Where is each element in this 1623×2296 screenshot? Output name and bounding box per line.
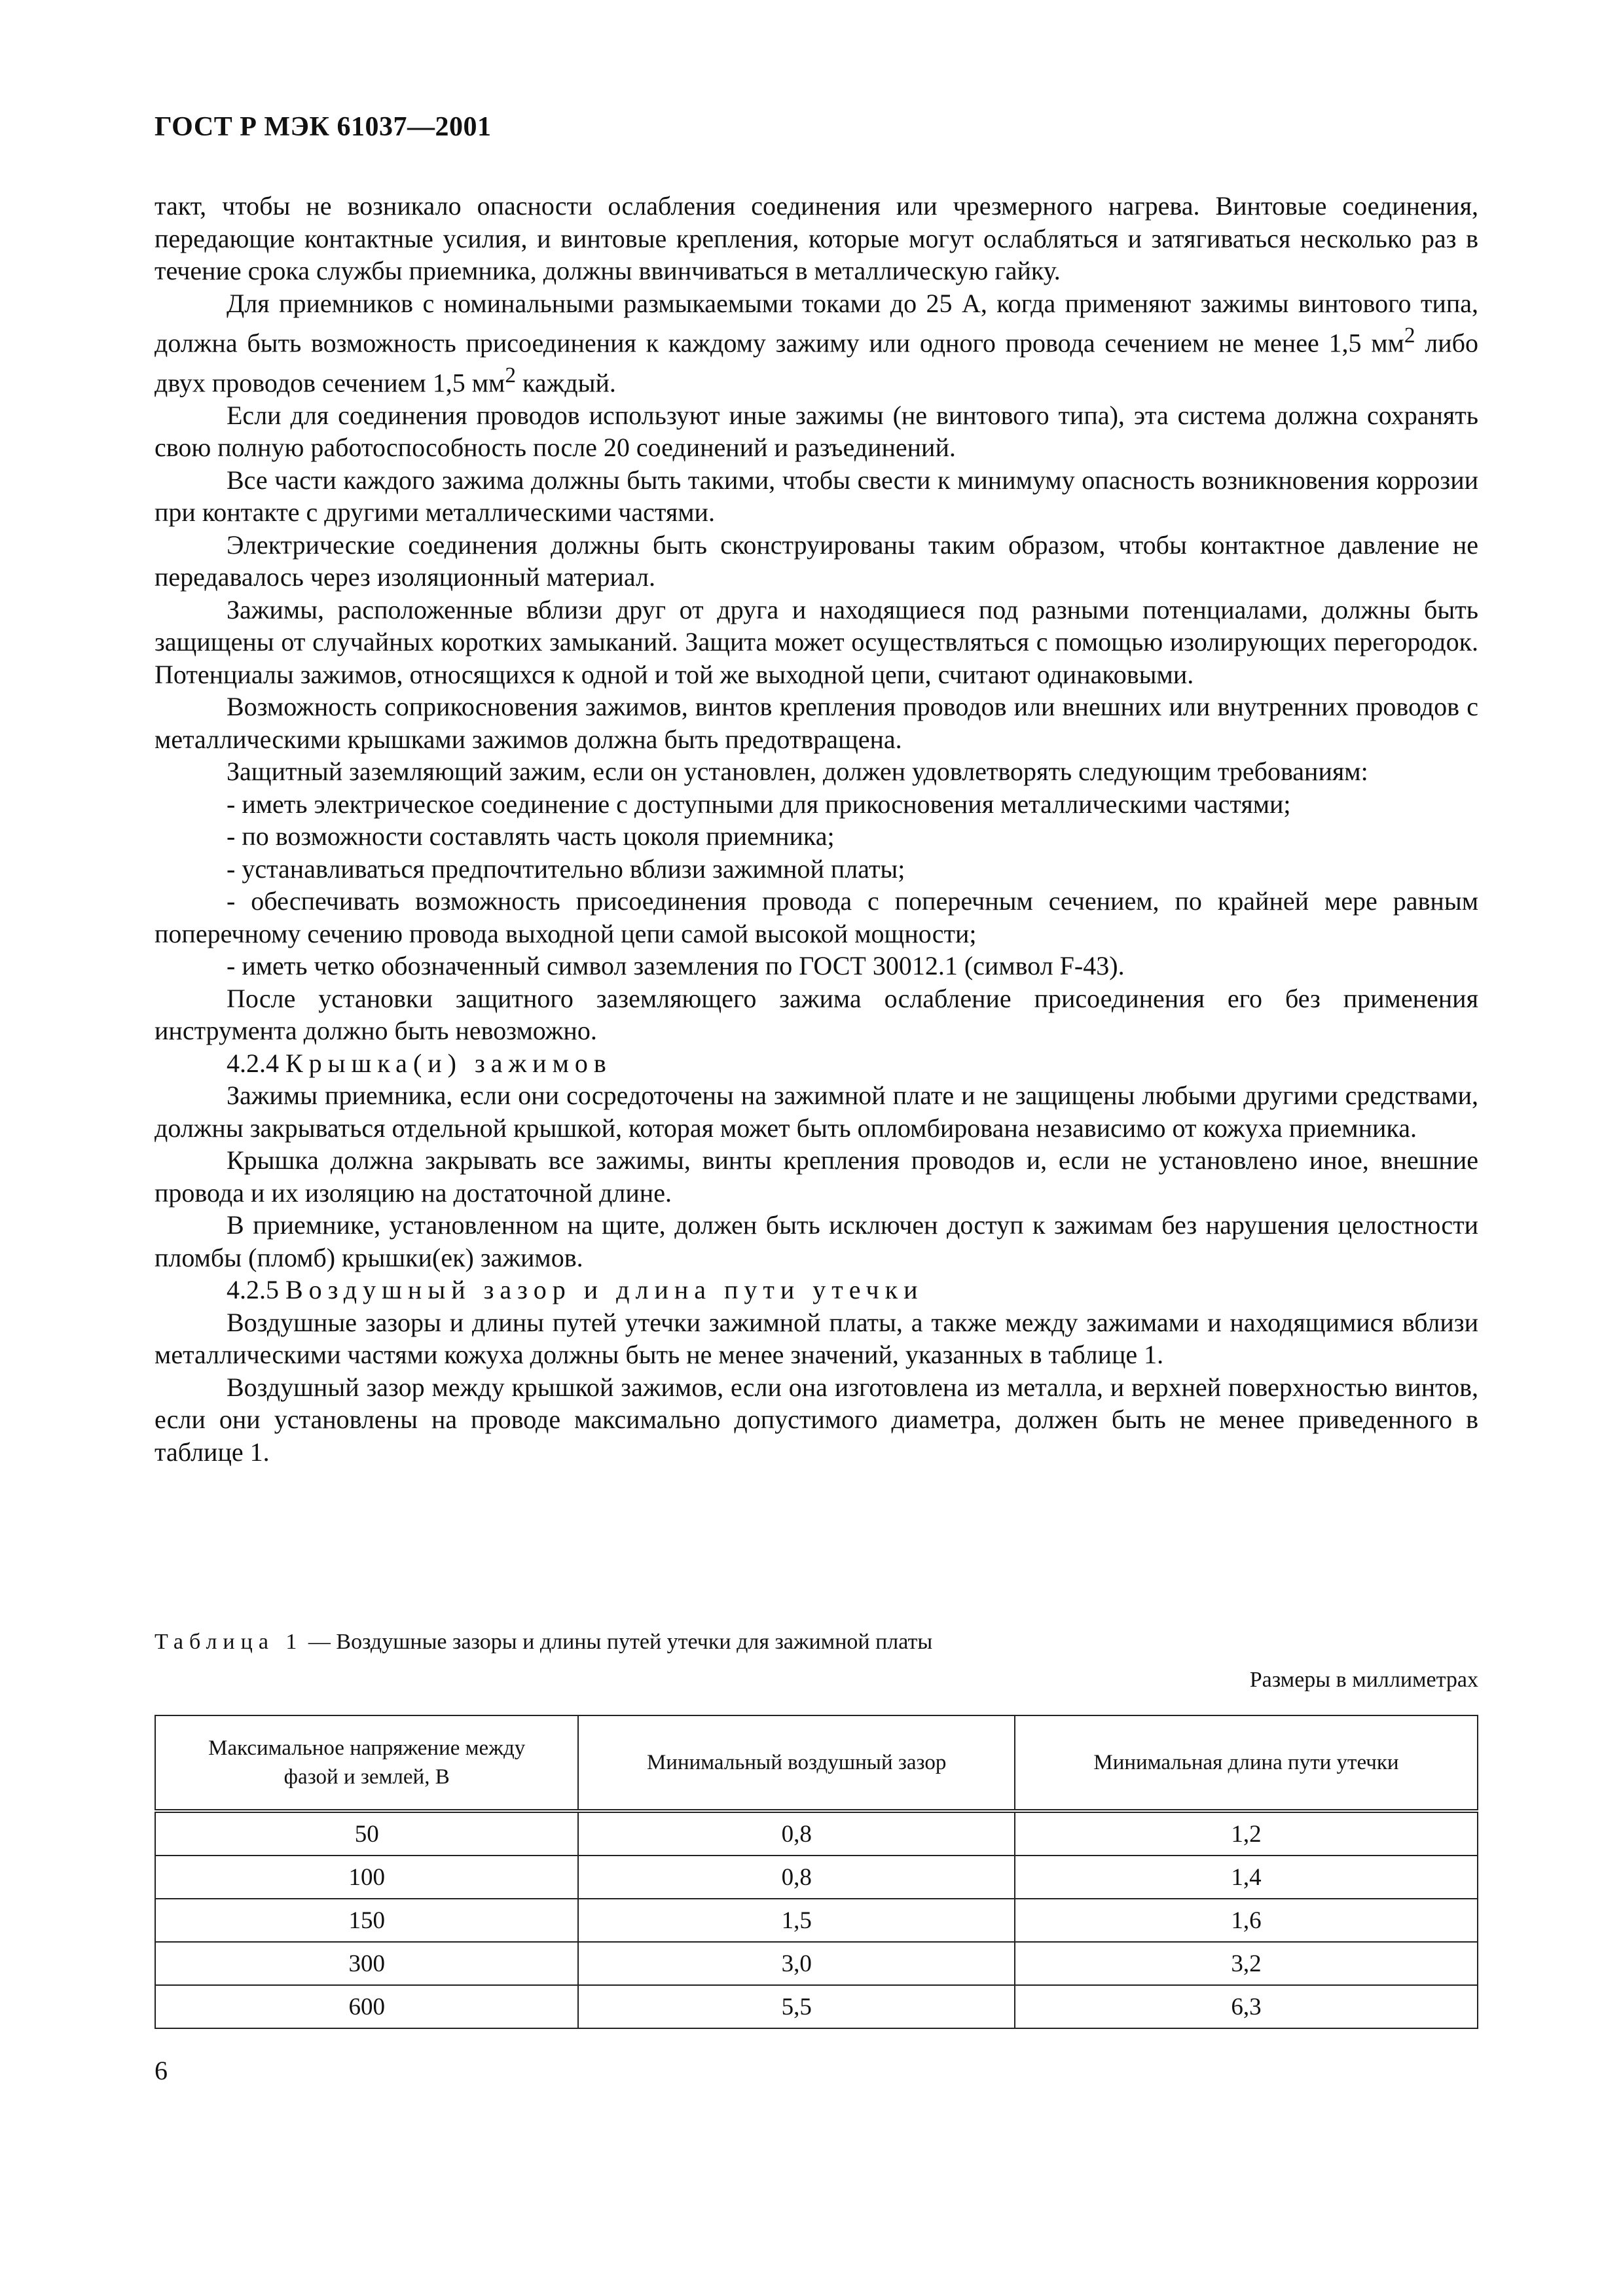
column-header: Максимальное напряжение между фазой и землей, В [155,1715,578,1811]
table-cell: 600 [155,1985,578,2028]
table-row [155,1899,1478,1942]
paragraph: Крышка должна закрывать все зажимы, винты крепления проводов и, если не установлено иное, внешние провода и их изоляцию на достаточной длине. [155,1145,1478,1208]
list-item: - обеспечивать возможность присоединения провода с поперечным сечением, по крайней мере равным поперечному сечению провода выходной цепи самой высокой мощности; [155,886,1478,948]
column-header: Минимальный воздушный зазор [578,1715,1015,1811]
table-cell: 50 [155,1811,578,1856]
document-header: ГОСТ Р МЭК 61037—2001 [155,112,492,142]
table-caption-text: — Воздушные зазоры и длины путей утечки для зажимной платы [302,1630,933,1654]
paragraph: В приемнике, установленном на щите, должен быть исключен доступ к зажимам без нарушения целостности пломбы (пломб) крышки(ек) зажимов. [155,1210,1478,1272]
list-item: - иметь четко обозначенный символ заземления по ГОСТ 30012.1 (символ F-43). [227,951,1125,981]
paragraph: Зажимы, расположенные вблизи друг от друга и находящиеся под разными потенциалами, должны быть защищены от случайных коротких замыканий. Защита может осуществляться с помощью изолирующих перегородок. Потенциалы зажимов, относящихся к одной и той же выходной цепи, считают одинаковыми. [155,594,1478,689]
table-row [155,1985,1478,2028]
body-text [155,190,1478,1468]
table-caption [155,1630,932,1655]
paragraph: Возможность соприкосновения зажимов, винтов крепления проводов или внешних или внутренних проводов с металлическими крышками зажимов должна быть предотвращена. [155,692,1478,754]
list-item: - устанавливаться предпочтительно вблизи зажимной платы; [227,853,905,884]
paragraph-text: Для приемников с номинальными размыкаемыми токами до 25 А, когда применяют зажимы винтового типа, должна быть возможность присоединения к каждому зажиму или одного провода сечением не менее 1,5 мм [155,288,1478,358]
section-number: 4.2.4 [227,1048,285,1078]
table-caption-label: Таблица 1 [155,1630,303,1654]
table-units-note: Размеры в миллиметрах [1249,1668,1478,1692]
table-cell: 0,8 [578,1811,1015,1856]
clearance-table [155,1715,1478,2029]
page-number: 6 [155,2056,168,2085]
table-row [155,1811,1478,1856]
table-row [155,1942,1478,1985]
paragraph: Защитный заземляющий зажим, если он установлен, должен удовлетворять следующим требованиям: [227,757,1368,787]
paragraph [155,287,1478,399]
paragraph: Воздушные зазоры и длины путей утечки зажимной платы, а также между зажимами и находящимися вблизи металлическими частями кожуха должны быть не менее значений, указанных в таблице 1. [155,1307,1478,1370]
paragraph-text: каждый. [516,368,616,398]
list-item: - по возможности составлять часть цоколя приемника; [227,821,835,852]
table-row [155,1856,1478,1899]
table-cell: 1,2 [1015,1811,1478,1856]
section-title: Крышка(и) зажимов [285,1048,612,1078]
column-header: Минимальная длина пути утечки [1015,1715,1478,1811]
section-title: Воздушный зазор и длина пути утечки [285,1275,924,1305]
list-item: - иметь электрическое соединение с доступными для прикосновения металлическими частями; [227,789,1291,819]
table-cell: 6,3 [1015,1985,1478,2028]
paragraph: Зажимы приемника, если они сосредоточены на зажимной плате и не защищены любыми другими средствами, должны закрываться отдельной крышкой, которая может быть опломбирована независимо от кожуха приемника. [155,1081,1478,1143]
paragraph-text: либо двух проводов сечением 1,5 мм [155,328,1478,398]
paragraph: Все части каждого зажима должны быть такими, чтобы свести к минимуму опасность возникновения коррозии при контакте с другими металлическими частями. [155,465,1478,528]
section-heading-4-2-4 [155,1047,1478,1080]
table-cell: 0,8 [578,1856,1015,1899]
section-number: 4.2.5 [227,1275,285,1305]
table-header-row [155,1715,1478,1811]
table-cell: 300 [155,1942,578,1985]
superscript: 2 [1404,323,1415,348]
paragraph: Воздушный зазор между крышкой зажимов, если она изготовлена из металла, и верхней поверхностью винтов, если они установлены на проводе максимально допустимого диаметра, должен быть не менее приведенного в таблице 1. [155,1372,1478,1467]
table-cell: 1,6 [1015,1899,1478,1942]
superscript: 2 [505,363,517,387]
paragraph: После установки защитного заземляющего зажима ослабление присоединения его без применения инструмента должно быть невозможно. [155,983,1478,1046]
paragraph: такт, чтобы не возникало опасности ослабления соединения или чрезмерного нагрева. Винтовые соединения, передающие контактные усилия, и винтовые крепления, которые могут ослабляться и затягиваться несколько раз в течение срока службы приемника, должны ввинчиваться в металлическую гайку. [155,191,1478,285]
table-cell: 3,2 [1015,1942,1478,1985]
paragraph: Если для соединения проводов используют иные зажимы (не винтового типа), эта система должна сохранять свою полную работоспособность после 20 соединений и разъединений. [155,400,1478,463]
table-cell: 1,4 [1015,1856,1478,1899]
table-cell: 5,5 [578,1985,1015,2028]
table-cell: 150 [155,1899,578,1942]
table-cell: 3,0 [578,1942,1015,1985]
table-cell: 100 [155,1856,578,1899]
section-heading-4-2-5 [155,1274,1478,1306]
paragraph: Электрические соединения должны быть сконструированы таким образом, чтобы контактное давление не передавалось через изоляционный материал. [155,529,1478,592]
table-cell: 1,5 [578,1899,1015,1942]
